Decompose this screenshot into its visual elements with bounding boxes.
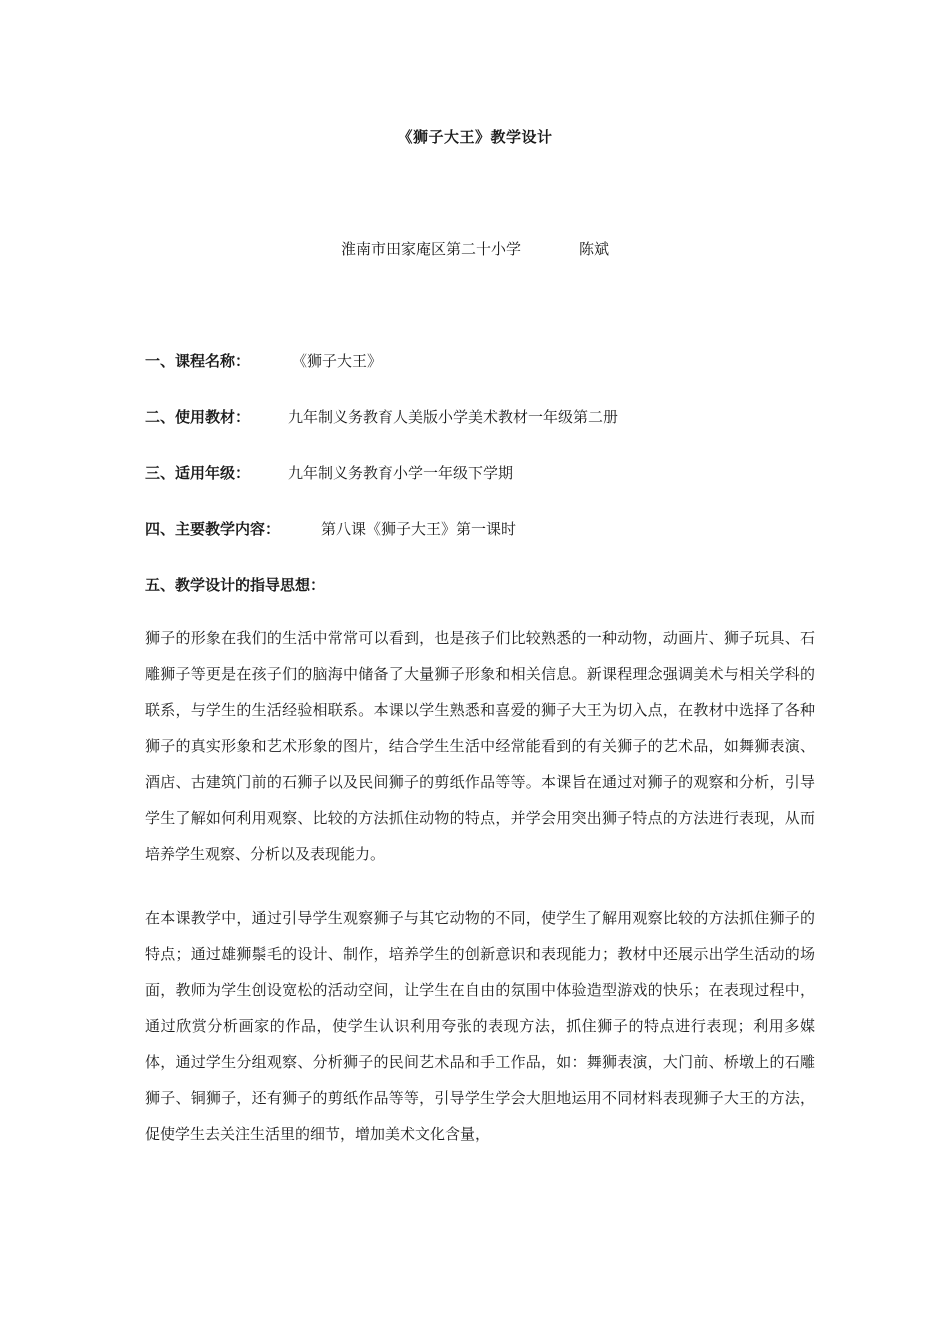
section-heading: 五、教学设计的指导思想： (145, 576, 326, 594)
body-paragraph: 在本课教学中，通过引导学生观察狮子与其它动物的不同，使学生了解用观察比较的方法抓住狮子的特点；通过雄狮鬃毛的设计、制作，培养学生的创新意识和表现能力；教材中还展示出学生活动的场面，教师为学生创设宽松的活动空间，让学生在自由的氛围中体验造型游戏的快乐；在表现过程中，通过欣赏分析画家的作品，使学生认识利用夸张的表现方法，抓住狮子的特点进行表现；利用多媒体，通过学生分组观察、分析狮子的民间艺术品和手工作品，如：舞狮表演，大门前、桥墩上的石雕狮子、铜狮子，还有狮子的剪纸作品等等，引导学生学会大胆地运用不同材料表现狮子大王的方法，促使学生去关注生活里的细节，增加美术文化含量， (145, 909, 815, 1143)
field-textbook (145, 406, 618, 427)
field-value: 九年制义务教育小学一年级下学期 (288, 464, 514, 482)
document-title: 《狮子大王》教学设计 (397, 128, 553, 146)
field-label: 二、使用教材： (145, 408, 251, 426)
field-value: 第八课《狮子大王》第一课时 (321, 520, 517, 538)
field-course-name (145, 350, 382, 371)
field-label: 三、适用年级： (145, 464, 251, 482)
body-paragraph: 狮子的形象在我们的生活中常常可以看到，也是孩子们比较熟悉的一种动物，动画片、狮子玩具、石雕狮子等更是在孩子们的脑海中储备了大量狮子形象和相关信息。新课程理念强调美术与相关学科的联系，与学生的生活经验相联系。本课以学生熟悉和喜爱的狮子大王为切入点，在教材中选择了各种狮子的真实形象和艺术形象的图片，结合学生生活中经常能看到的有关狮子的艺术品，如舞狮表演、酒店、古建筑门前的石狮子以及民间狮子的剪纸作品等等。本课旨在通过对狮子的观察和分析，引导学生了解如何利用观察、比较的方法抓住动物的特点，并学会用突出狮子特点的方法进行表现，从而培养学生观察、分析以及表现能力。 (145, 629, 815, 863)
field-value: 九年制义务教育人美版小学美术教材一年级第二册 (288, 408, 619, 426)
author-name: 陈斌 (579, 240, 610, 258)
field-grade (145, 462, 513, 483)
field-guiding-idea (145, 574, 325, 595)
field-value: 《狮子大王》 (292, 352, 383, 370)
author-line (0, 238, 950, 259)
author-school: 淮南市田家庵区第二十小学 (340, 240, 521, 258)
field-label: 一、课程名称： (145, 352, 251, 370)
field-label: 四、主要教学内容： (145, 520, 281, 538)
field-main-content (145, 518, 516, 539)
